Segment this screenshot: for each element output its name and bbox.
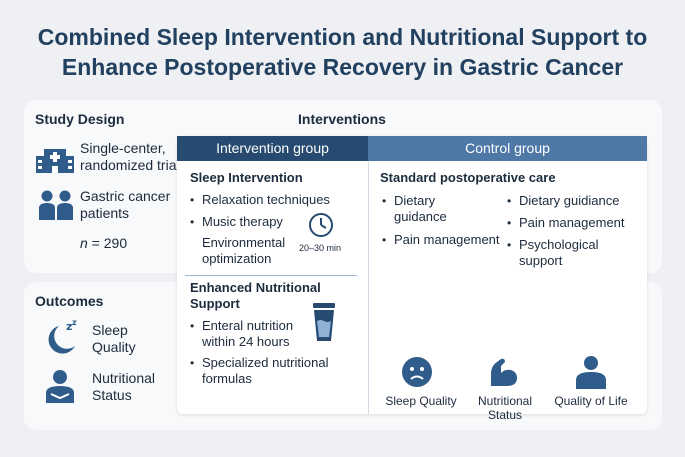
- interventions-label: Interventions: [298, 111, 386, 127]
- intervention-divider: [185, 275, 357, 276]
- nutrition-cup-icon: [309, 301, 339, 343]
- control-group-header: Control group: [368, 136, 647, 161]
- measure-quality-of-life: Quality of Life: [554, 394, 628, 408]
- standard-care-title: Standard postoperative care: [380, 170, 556, 185]
- sleep-item-relaxation: • Relaxation techniques: [190, 192, 330, 208]
- hospital-icon: [36, 143, 74, 173]
- nutrition-support-title: Enhanced Nutritional Support: [190, 280, 321, 311]
- clock-icon: [308, 212, 334, 238]
- svg-text:z: z: [66, 320, 73, 333]
- title-line-2: Enhance Postoperative Recovery in Gastric Cancer: [61, 54, 624, 80]
- nutrition-item-enteral: • Enteral nutrition within 24 hours: [190, 318, 293, 350]
- title-line-1: Combined Sleep Intervention and Nutritional Support to: [37, 24, 648, 50]
- person-icon: [574, 355, 608, 389]
- group-divider: [368, 161, 369, 414]
- study-setting-text: Single-center, randomized tria: [80, 140, 177, 173]
- page-title: [0, 22, 685, 82]
- interventions-card: [177, 136, 647, 422]
- sleep-item-music: • Music therapy: [190, 214, 283, 230]
- sleep-duration: 20–30 min: [299, 243, 342, 253]
- svg-text:z: z: [72, 318, 77, 327]
- measure-nutritional-status: Nutritional Status: [477, 394, 533, 422]
- intervention-group-header: Intervention group: [177, 136, 368, 161]
- control-item-psychological: • Psychological support: [507, 237, 599, 269]
- sample-size: n = 290: [80, 235, 128, 251]
- flexed-arm-icon: [487, 356, 519, 388]
- sad-face-icon: [401, 356, 433, 388]
- study-design-label: Study Design: [35, 111, 125, 127]
- sleep-moon-icon: [42, 318, 82, 354]
- control-item-dietary: • Dietary guidance: [382, 193, 447, 225]
- measure-sleep-quality: Sleep Quality: [385, 394, 457, 408]
- nutrition-item-formulas: • Specialized nutritional formulas: [190, 355, 328, 387]
- control-item-pain-2: • Pain management: [507, 215, 625, 231]
- outcomes-label: Outcomes: [35, 293, 104, 309]
- study-population-text: Gastric cancer patients: [80, 188, 171, 221]
- outcome-sleep-quality: Sleep Quality: [92, 322, 136, 355]
- svg-text:z: z: [59, 329, 64, 338]
- control-item-dietary-2: • Dietary guidiance: [507, 193, 619, 209]
- person-icon: [44, 369, 76, 405]
- sleep-intervention-title: Sleep Intervention: [190, 170, 303, 185]
- control-item-pain: • Pain management: [382, 232, 500, 248]
- sleep-item-environment: Environmental optimization: [202, 235, 286, 266]
- patients-icon: [38, 190, 74, 222]
- outcome-nutritional-status: Nutritional Status: [92, 370, 156, 403]
